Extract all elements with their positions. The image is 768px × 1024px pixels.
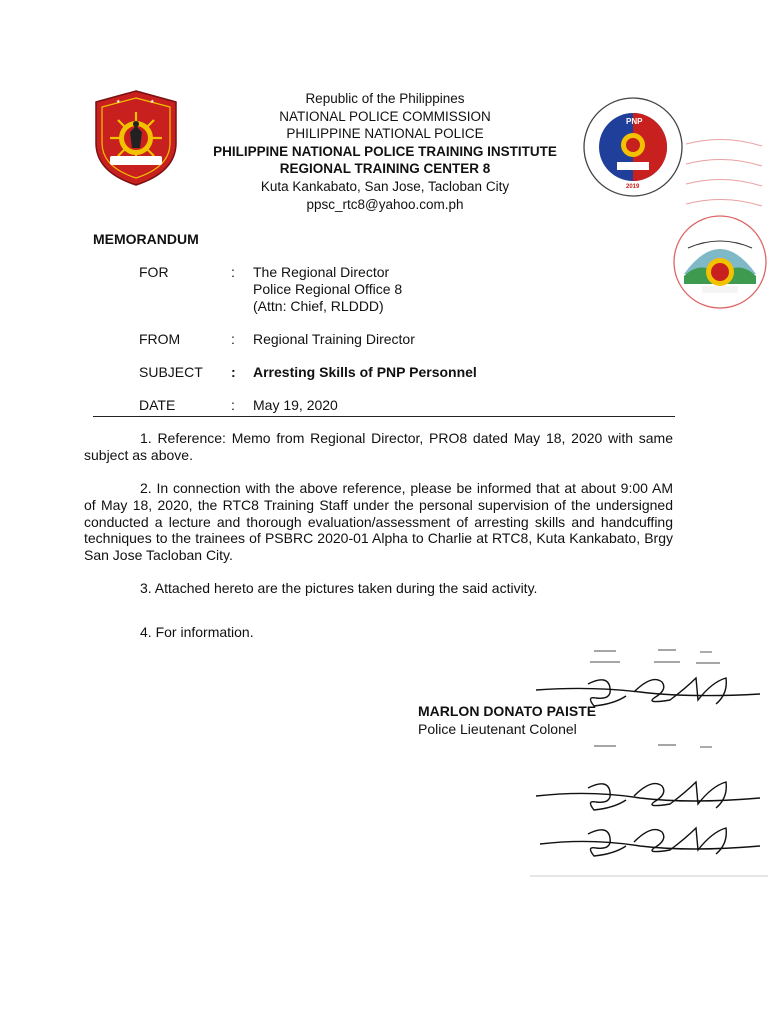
header-divider: [93, 416, 675, 417]
paragraph-3: [84, 580, 673, 597]
paragraph-1-text: 1. Reference: Memo from Regional Director, PRO8 dated May 18, 2020 with same subject as above.: [84, 430, 673, 463]
header-pnpti: [190, 143, 580, 161]
header-email: ppsc_rtc8@yahoo.com.ph: [306, 197, 464, 212]
date-colon: :: [231, 397, 235, 413]
subject-label: SUBJECT: [139, 364, 203, 380]
signatory-name: MARLON DONATO PAISTE: [418, 703, 597, 719]
header-address: Kuta Kankabato, San Jose, Tacloban City: [260, 179, 510, 194]
paragraph-3-text: 3. Attached hereto are the pictures taken during the said activity.: [140, 580, 538, 596]
subject-colon: :: [231, 364, 236, 380]
stamp-arcs: [684, 136, 768, 222]
for-label: FOR: [139, 264, 169, 280]
pnp-seal-logo: [92, 88, 180, 188]
paragraph-2-text: 2. In connection with the above reference, please be informed that at about 9:00 AM of May 18, 2020, the RTC8 Training Staff under the personal supervision of the undersigned conducted a lecture and thorough evaluation/assessment of arresting skills and handcuffing techniques to the trainees of PSBRC 2020-01 Alpha to Charlie at RTC8, Kuta Kankabato, Brgy San Jose Tacloban City.: [84, 480, 673, 564]
rtc8-stamp-seal: [672, 214, 768, 310]
svg-text:2019: 2019: [626, 184, 640, 190]
svg-text:PNP: PNP: [626, 117, 643, 126]
for-value-2: Police Regional Office 8: [253, 281, 403, 297]
pnpti-seal-logo: [582, 96, 684, 198]
header-pnp: PHILIPPINE NATIONAL POLICE: [286, 126, 484, 141]
signatory-rank: Police Lieutenant Colonel: [418, 721, 577, 737]
header-rtc8: [190, 160, 580, 178]
for-value-1: The Regional Director: [253, 264, 390, 280]
paragraph-4: [84, 624, 673, 641]
memo-title: MEMORANDUM: [93, 231, 199, 247]
svg-text:★: ★: [150, 99, 155, 105]
svg-text:★: ★: [116, 99, 121, 105]
from-value: Regional Training Director: [253, 331, 415, 347]
from-label: FROM: [139, 331, 181, 347]
for-colon: :: [231, 264, 235, 280]
for-value-3: (Attn: Chief, RLDDD): [253, 298, 384, 314]
header-napolcom: NATIONAL POLICE COMMISSION: [279, 109, 491, 124]
signature-image: [530, 648, 768, 880]
header-pnpti-text: PHILIPPINE NATIONAL POLICE TRAINING INSTITUTE: [213, 144, 557, 159]
date-value: May 19, 2020: [253, 397, 338, 413]
header-republic: Republic of the Philippines: [305, 91, 465, 106]
date-label: DATE: [139, 397, 176, 413]
paragraph-1: [84, 430, 673, 464]
subject-value: Arresting Skills of PNP Personnel: [253, 364, 477, 380]
header-rtc8-text: REGIONAL TRAINING CENTER 8: [279, 161, 491, 176]
paragraph-4-text: 4. For information.: [140, 624, 254, 640]
paragraph-2: [84, 480, 673, 564]
from-colon: :: [231, 331, 235, 347]
